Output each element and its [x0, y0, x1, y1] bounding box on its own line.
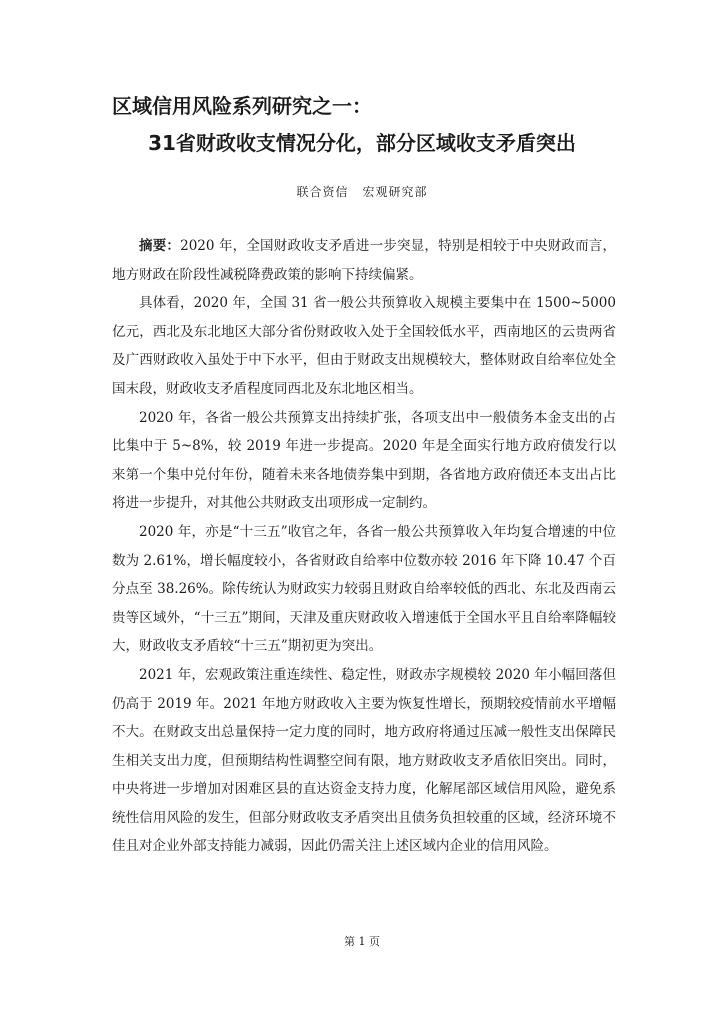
author-department: 宏观研究部 [362, 185, 428, 199]
report-series-title: 区域信用风险系列研究之一： [112, 94, 372, 118]
body-paragraph-4: 2021 年，宏观政策注重连续性、稳定性，财政赤字规模较 2020 年小幅回落但仍高于 2019 年。2021 年地方财政收入主要为恢复性增长，预期较疫情前水平增幅不大。在财政支出总量保持一定力度的同时，地方政府将通过压减一般性支出保障民生相关支出力度，但预期结构性调整空间有限，地方财政收支矛盾依旧突出。同时，中央将进一步增加对困难区县的直达资金支持力度，化解尾部区域信用风险，避免系统性信用风险的发生，但部分财政收支矛盾突出且债务负担较重的区域，经济环境不佳且对企业外部支持能力减弱，因此仍需关注上述区域内企业的信用风险。 [112, 666, 616, 855]
author-organization: 联合资信 [296, 185, 349, 199]
author-line [0, 183, 724, 201]
abstract-text: 2020 年，全国财政收支矛盾进一步突显，特别是相较于中央财政而言，地方财政在阶段性减税降费政策的影响下持续偏紧。 [112, 238, 617, 283]
body-paragraph-2: 2020 年，各省一般公共预算支出持续扩张，各项支出中一般债务本金支出的占比集中于 5~8%，较 2019 年进一步提高。2020 年是全面实行地方政府债发行以来第一个集中兑付年份，随着未来各地债券集中到期，各省地方政府债还本支出占比将进一步提升，对其他公共财政支出项形成一定制约。 [112, 409, 616, 512]
abstract-label: 摘要： [139, 238, 181, 254]
report-body [112, 232, 616, 861]
page-number: 第 1 页 [344, 935, 380, 948]
body-paragraph-3: 2020 年，亦是“十三五”收官之年，各省一般公共预算收入年均复合增速的中位数为 2.61%，增长幅度较小，各省财政自给率中位数亦较 2016 年下降 10.47 个百分点至 38.26%。除传统认为财政实力较弱且财政自给率较低的西北、东北及西南云贵等区域外，“十三五”期间，天津及重庆财政收入增速低于全国水平且自给率降幅较大，财政收支矛盾较“十三五”期初更为突出。 [112, 523, 616, 655]
body-paragraph-1: 具体看，2020 年，全国 31 省一般公共预算收入规模主要集中在 1500~5000 亿元，西北及东北地区大部分省份财政收入处于全国较低水平，西南地区的云贵两省及广西财政收入虽处于中下水平，但由于财政支出规模较大，整体财政自给率位处全国末段，财政收支矛盾程度同西北及东北地区相当。 [112, 295, 616, 397]
abstract-paragraph [112, 232, 616, 289]
report-main-title: 31省财政收支情况分化，部分区域收支矛盾突出 [148, 131, 576, 155]
